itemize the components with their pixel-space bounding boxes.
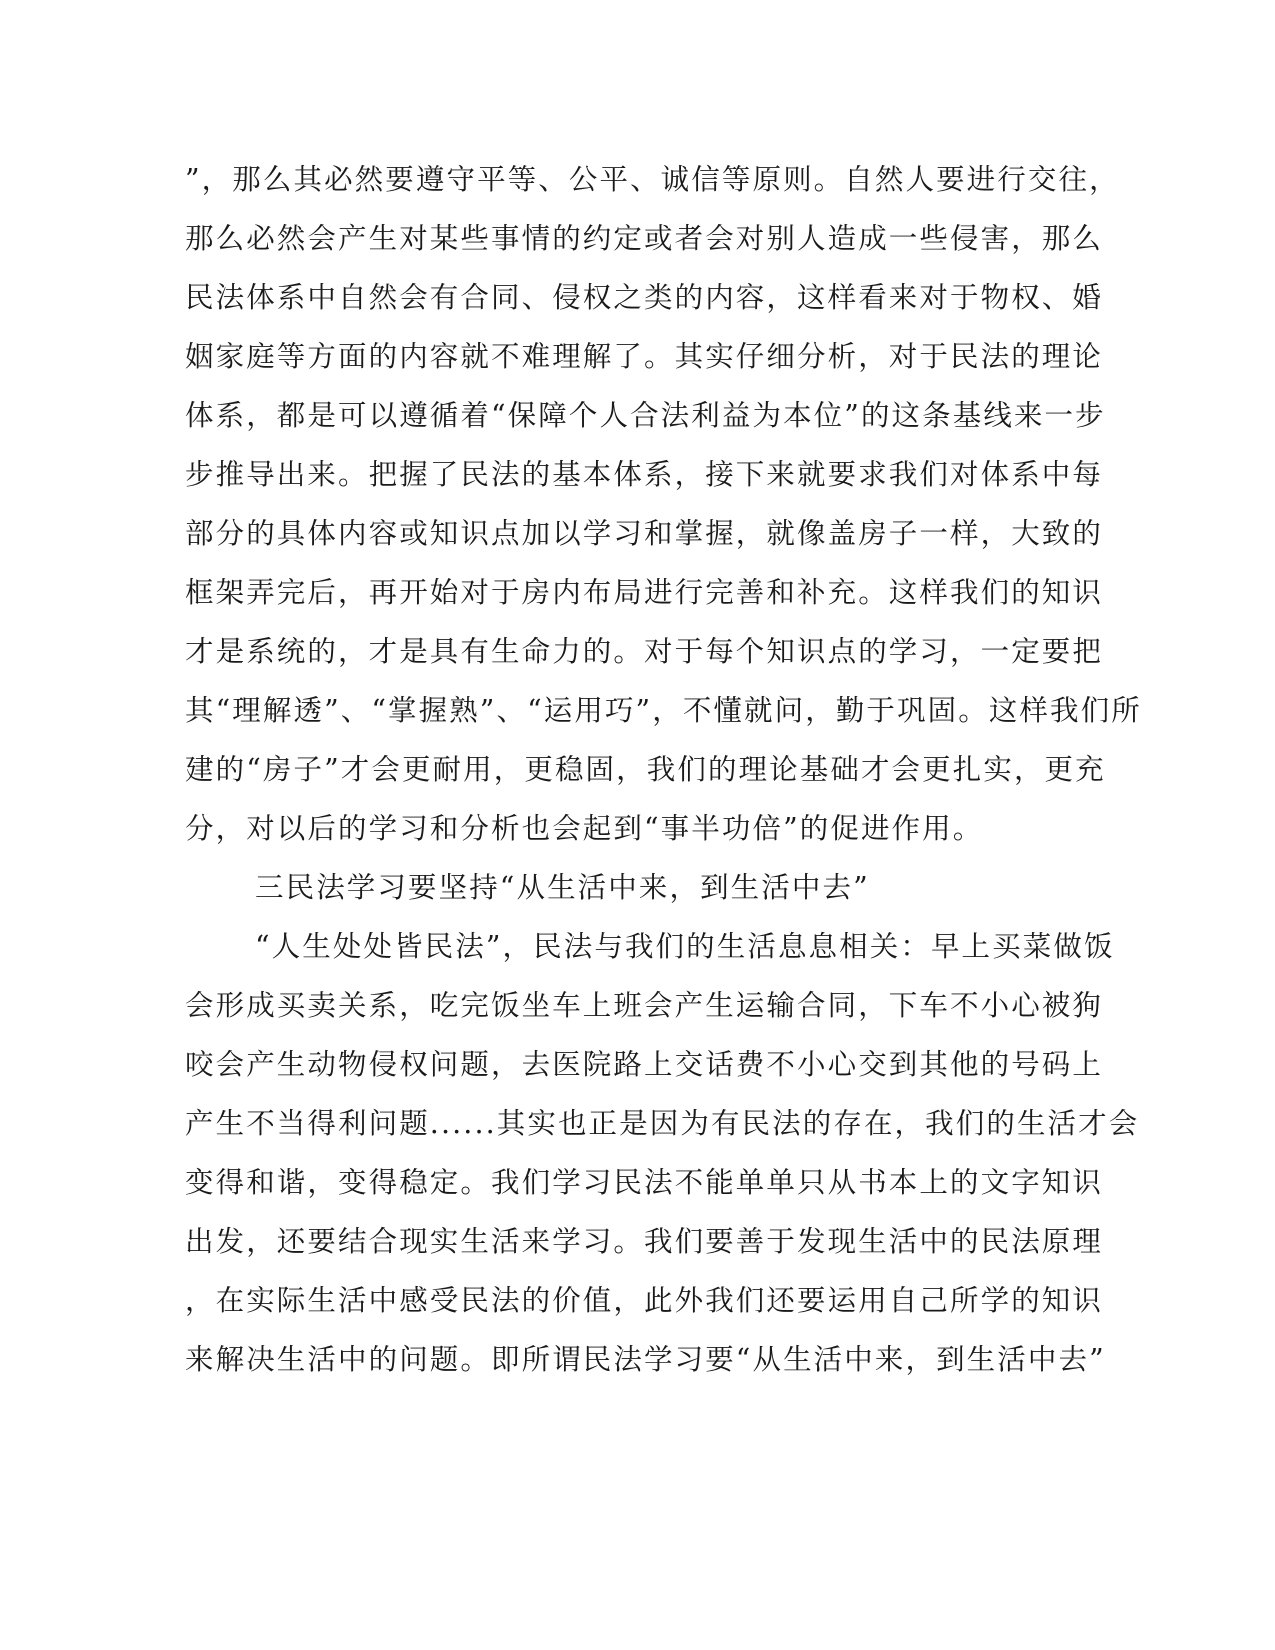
text-line: 分，对以后的学习和分析也会起到“事半功倍”的促进作用。 (185, 812, 984, 845)
text-line: 会形成买卖关系，吃完饭坐车上班会产生运输合同，下车不小心被狗 (185, 989, 1104, 1022)
document-body (185, 150, 1142, 1389)
text-line: 民法体系中自然会有合同、侵权之类的内容，这样看来对于物权、婚 (185, 281, 1104, 314)
text-line: 框架弄完后，再开始对于房内布局进行完善和补充。这样我们的知识 (185, 576, 1104, 609)
text-line: 部分的具体内容或知识点加以学习和掌握，就像盖房子一样，大致的 (185, 517, 1104, 550)
text-line: ，在实际生活中感受民法的价值，此外我们还要运用自己所学的知识 (185, 1284, 1104, 1317)
paragraph-2 (185, 917, 1140, 1389)
paragraph-1 (185, 150, 1142, 858)
section-heading: 三民法学习要坚持“从生活中来，到生活中去” (255, 871, 870, 904)
text-line: 来解决生活中的问题。即所谓民法学习要“从生活中来，到生活中去” (185, 1343, 1106, 1376)
text-line: “人生处处皆民法”，民法与我们的生活息息相关：早上买菜做饭 (255, 930, 1115, 963)
text-line: 建的“房子”才会更耐用，更稳固，我们的理论基础才会更扎实，更充 (185, 753, 1106, 786)
text-line: 变得和谐，变得稳定。我们学习民法不能单单只从书本上的文字知识 (185, 1166, 1104, 1199)
text-line: 产生不当得利问题......其实也正是因为有民法的存在，我们的生活才会 (185, 1107, 1140, 1140)
text-line: 姻家庭等方面的内容就不难理解了。其实仔细分析，对于民法的理论 (185, 340, 1104, 373)
text-line: 体系，都是可以遵循着“保障个人合法利益为本位”的这条基线来一步 (185, 399, 1106, 432)
text-line: 出发，还要结合现实生活来学习。我们要善于发现生活中的民法原理 (185, 1225, 1104, 1258)
text-line: 才是系统的，才是具有生命力的。对于每个知识点的学习，一定要把 (185, 635, 1104, 668)
text-line: 其“理解透”、“掌握熟”、“运用巧”，不懂就问，勤于巩固。这样我们所 (185, 694, 1142, 727)
text-line: ”，那么其必然要遵守平等、公平、诚信等原则。自然人要进行交往， (185, 163, 1120, 196)
text-line: 步推导出来。把握了民法的基本体系，接下来就要求我们对体系中每 (185, 458, 1104, 491)
text-line: 那么必然会产生对某些事情的约定或者会对别人造成一些侵害，那么 (185, 222, 1104, 255)
text-line: 咬会产生动物侵权问题，去医院路上交话费不小心交到其他的号码上 (185, 1048, 1104, 1081)
